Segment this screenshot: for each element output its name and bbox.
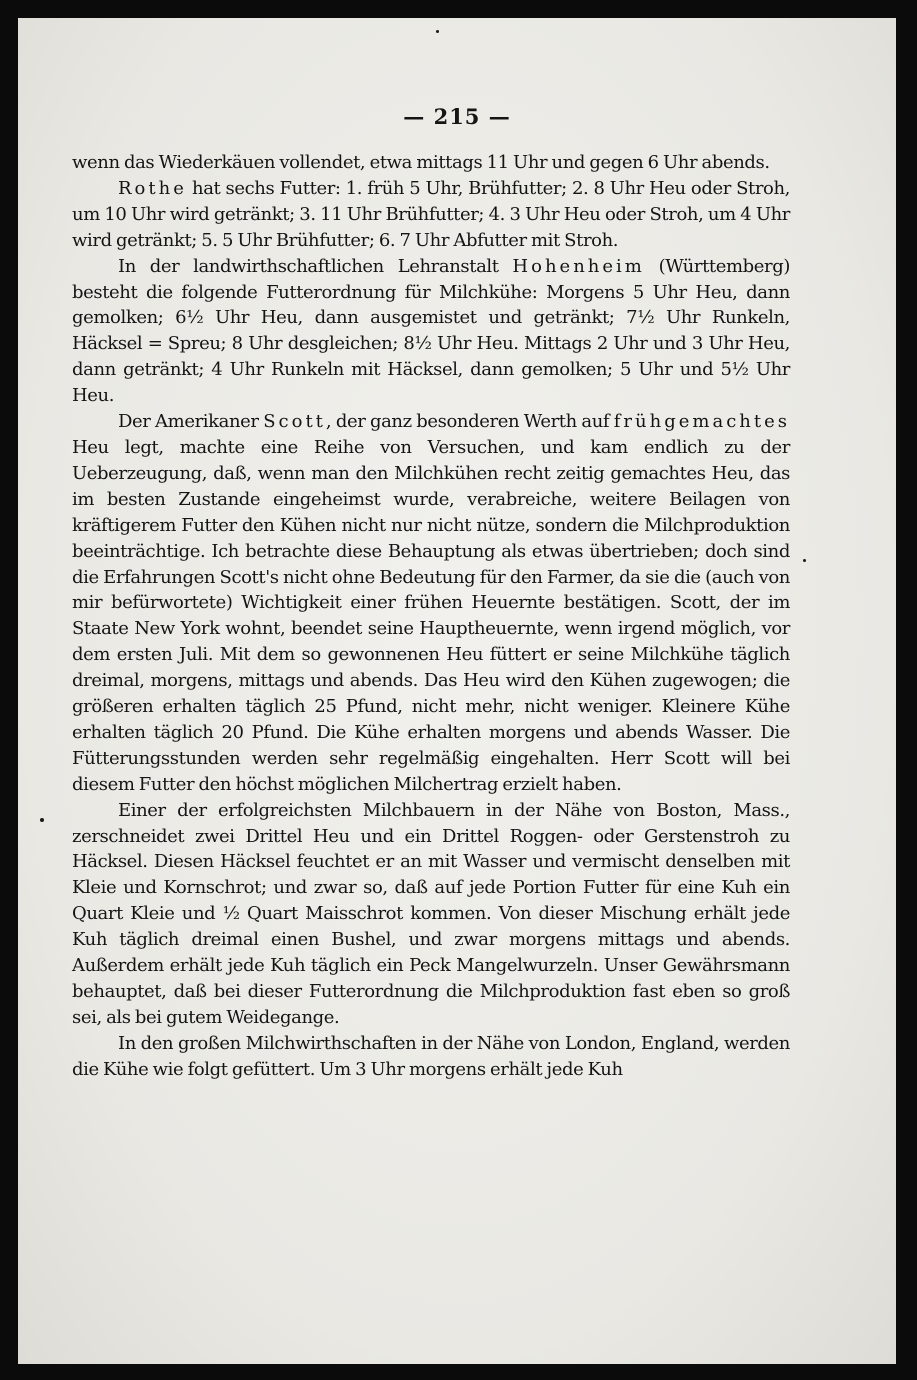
name-scott: Scott [263, 411, 326, 433]
page-number: — 215 — [403, 104, 511, 129]
paragraph-5-text: Einer der erfolgreichsten Milchbauern in der Nähe von Boston, Mass., zerschneidet zwei Drittel Heu und ein Drittel Roggen- oder Gerstenstroh zu Häcksel. Diesen Häcksel feuchtet er an mit Wasser und vermischt denselben mit Kleie und Kornschrot; und zwar so, daß auf jede Portion Futter für eine Kuh ein Quart Kleie und ½ Quart Maisschrot kommen. Von dieser Mischung erhält jede Kuh täglich dreimal einen Bushel, und zwar morgens mittags und abends. Außerdem erhält jede Kuh täglich ein Peck Mangelwurzeln. Unser Gewährsmann behauptet, daß bei dieser Futterordnung die Milchproduktion fast eben so groß sei, als bei gutem Weidegange. [72, 799, 790, 1028]
print-speck [40, 818, 44, 822]
paragraph-6-text: In den großen Milchwirthschaften in der Nähe von London, England, werden die Kühe wie folgt gefüttert. Um 3 Uhr morgens erhält jede Kuh [72, 1032, 790, 1080]
paragraph-4-mid: , der ganz besonderen Werth auf [325, 411, 614, 433]
paragraph-2 [72, 176, 790, 254]
paragraph-2-text: hat sechs Futter: 1. früh 5 Uhr, Brühfutter; 2. 8 Uhr Heu oder Stroh, um 10 Uhr wird getränkt; 3. 11 Uhr Brühfutter; 4. 3 Uhr Heu oder Stroh, um 4 Uhr wird getränkt; 5. 5 Uhr Brühfutter; 6. 7 Uhr Abfutter mit Stroh. [72, 177, 790, 251]
name-rothe: Rothe [118, 177, 187, 199]
paragraph-3-text: (Württemberg) besteht die folgende Futterordnung für Milchkühe: Morgens 5 Uhr Heu, dann gemolken; 6½ Uhr Heu, dann ausgemistet und getränkt; 7½ Uhr Runkeln, Häcksel = Spreu; 8 Uhr desgleichen; 8½ Uhr Heu. Mittags 2 Uhr und 3 Uhr Heu, dann getränkt; 4 Uhr Runkeln mit Häcksel, dann gemolken; 5 Uhr und 5½ Uhr Heu. [72, 255, 790, 407]
paragraph-1 [72, 150, 790, 176]
paragraph-4 [72, 409, 790, 798]
print-speck [436, 30, 439, 33]
paragraph-4-text: Heu legt, machte eine Reihe von Versuchen, und kam endlich zu der Ueberzeugung, daß, wenn man den Milchkühen recht zeitig gemachtes Heu, das im besten Zustande eingeheimst wurde, verabreiche, weitere Beilagen von kräftigerem Futter den Kühen nicht nur nicht nütze, sondern die Milchproduktion beeinträchtige. Ich betrachte diese Behauptung als etwas übertrieben; doch sind die Erfahrungen Scott's nicht ohne Bedeutung für den Farmer, da sie die (auch von mir befürwortete) Wichtigkeit einer frühen Heuernte bestätigen. Scott, der im Staate New York wohnt, beendet seine Hauptheuernte, wenn irgend möglich, vor dem ersten Juli. Mit dem so gewonnenen Heu füttert er seine Milchkühe täglich dreimal, morgens, mittags und abends. Das Heu wird den Kühen zugewogen; die größeren erhalten täglich 25 Pfund, nicht mehr, nicht weniger. Kleinere Kühe erhalten täglich 20 Pfund. Die Kühe erhalten morgens und abends Wasser. Die Fütterungsstunden werden sehr regelmäßig eingehalten. Herr Scott will bei diesem Futter den höchst möglichen Milchertrag erzielt haben. [72, 436, 790, 795]
body-text [72, 150, 790, 1083]
book-page [18, 18, 896, 1364]
paragraph-1-text: wenn das Wiederkäuen vollendet, etwa mittags 11 Uhr und gegen 6 Uhr abends. [72, 152, 770, 173]
print-speck [803, 559, 806, 562]
paragraph-3 [72, 254, 790, 409]
paragraph-5 [72, 798, 790, 1031]
emphasis-fruehgemachtes: frühgemachtes [613, 411, 790, 433]
paragraph-6 [72, 1031, 790, 1083]
paragraph-4-lead: Der Amerikaner [118, 411, 264, 433]
name-hohenheim: Hohenheim [512, 255, 645, 277]
paragraph-3-lead: In der landwirthschaftlichen Lehranstalt [118, 255, 513, 277]
